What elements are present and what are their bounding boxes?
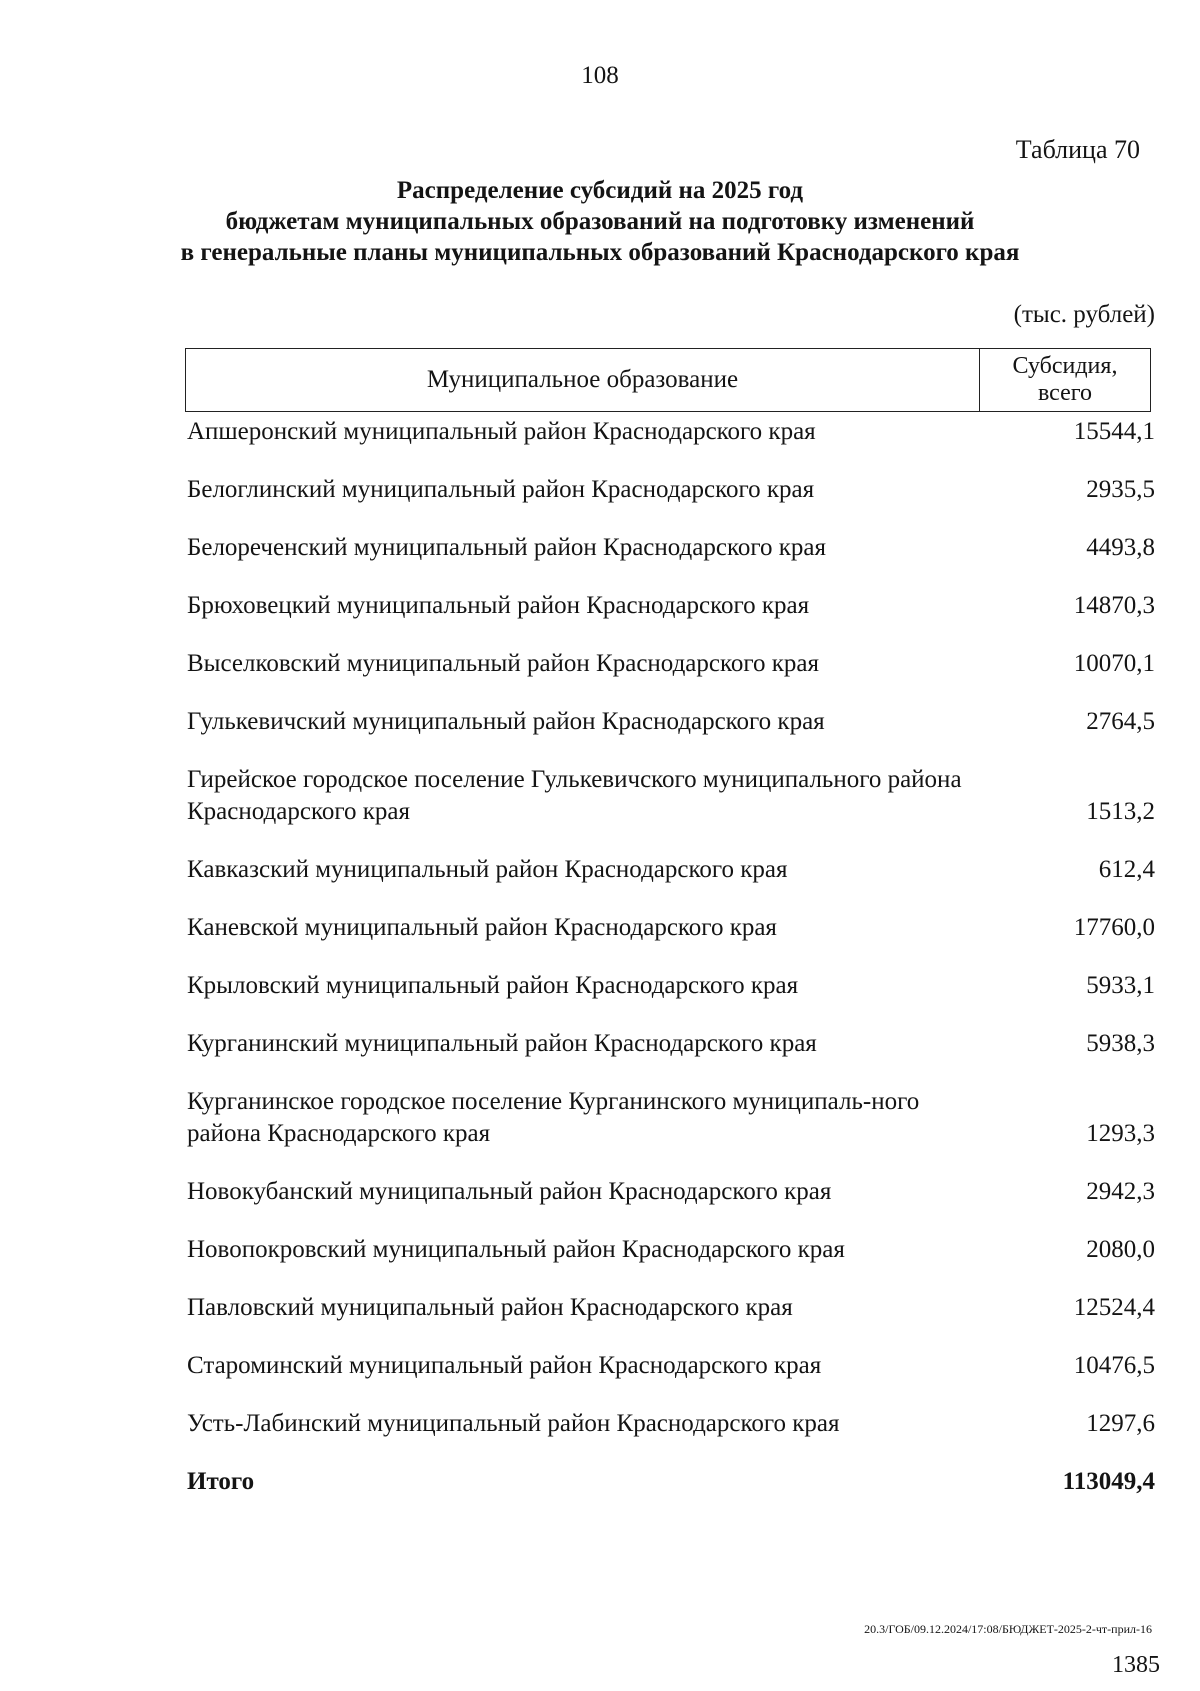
title-line: бюджетам муниципальных образований на подготовку изменений bbox=[225, 208, 975, 235]
row-name: Гулькевичский муниципальный район Краснодарского края bbox=[187, 708, 825, 735]
row-name: Новокубанский муниципальный район Краснодарского края bbox=[187, 1178, 832, 1205]
row-name: Выселковский муниципальный район Краснодарского края bbox=[187, 650, 819, 677]
title-line: в генеральные планы муниципальных образований Краснодарского края bbox=[180, 239, 1020, 266]
table-row bbox=[187, 1350, 1155, 1382]
header-municipality: Муниципальное образование bbox=[186, 349, 980, 411]
row-value: 17760,0 bbox=[1073, 914, 1155, 941]
table-label: Таблица 70 bbox=[1015, 135, 1140, 164]
row-value: 14870,3 bbox=[1073, 592, 1155, 619]
row-value: 2935,5 bbox=[1086, 476, 1155, 503]
row-value: 10070,1 bbox=[1073, 650, 1155, 677]
row-value: 12524,4 bbox=[1073, 1294, 1155, 1321]
row-name: Брюховецкий муниципальный район Краснодарского края bbox=[187, 592, 810, 619]
row-name: Курганинский муниципальный район Краснодарского края bbox=[187, 1030, 817, 1057]
row-name: Белоглинский муниципальный район Краснодарского края bbox=[187, 476, 815, 503]
table-row bbox=[187, 416, 1155, 448]
row-value: 1293,3 bbox=[1086, 1120, 1155, 1147]
header-subsidy bbox=[980, 349, 1150, 411]
table-row bbox=[187, 1292, 1155, 1324]
table-row bbox=[187, 970, 1155, 1002]
row-value: 1513,2 bbox=[1086, 798, 1155, 825]
row-name: Гирейское городское поселение Гулькевичского муниципального района Краснодарского края bbox=[187, 766, 962, 825]
row-value: 612,4 bbox=[1098, 856, 1155, 883]
row-value: 5938,3 bbox=[1086, 1030, 1155, 1057]
row-name: Крыловский муниципальный район Краснодарского края bbox=[187, 972, 799, 999]
units-label: (тыс. рублей) bbox=[1013, 301, 1155, 328]
row-name: Староминский муниципальный район Краснодарского края bbox=[187, 1352, 822, 1379]
row-name: Белореченский муниципальный район Краснодарского края bbox=[187, 534, 826, 561]
title-line: Распределение субсидий на 2025 год bbox=[396, 177, 804, 204]
header-subsidy-line2: всего bbox=[1037, 380, 1093, 406]
row-value: 2764,5 bbox=[1086, 708, 1155, 735]
table-row bbox=[187, 912, 1155, 944]
row-value: 10476,5 bbox=[1073, 1352, 1155, 1379]
table-row bbox=[187, 590, 1155, 622]
total-row bbox=[187, 1466, 1155, 1498]
table-title bbox=[150, 175, 1050, 268]
table-row bbox=[187, 854, 1155, 886]
table-row bbox=[187, 474, 1155, 506]
table-header bbox=[185, 348, 1151, 412]
page-number: 108 bbox=[581, 62, 619, 89]
total-value: 113049,4 bbox=[1062, 1468, 1155, 1495]
table-row bbox=[187, 1408, 1155, 1440]
sheet-number: 1385 bbox=[1112, 1652, 1160, 1678]
row-value: 1297,6 bbox=[1086, 1410, 1155, 1437]
table-row bbox=[187, 532, 1155, 564]
row-name: Каневской муниципальный район Краснодарского края bbox=[187, 914, 777, 941]
row-name: Кавказский муниципальный район Краснодарского края bbox=[187, 856, 788, 883]
document-code: 20.3/ГОБ/09.12.2024/17:08/БЮДЖЕТ-2025-2-чт-прил-16 bbox=[864, 1622, 1152, 1636]
total-label: Итого bbox=[187, 1468, 255, 1495]
header-subsidy-line1: Субсидия, bbox=[1012, 353, 1118, 379]
table-row bbox=[187, 1176, 1155, 1208]
row-name: Апшеронский муниципальный район Краснодарского края bbox=[187, 418, 816, 445]
row-name: Курганинское городское поселение Курганинского муниципаль-ного района Краснодарского края bbox=[187, 1088, 920, 1147]
table-row bbox=[187, 1086, 1155, 1150]
row-name: Новопокровский муниципальный район Краснодарского края bbox=[187, 1236, 845, 1263]
row-name: Усть-Лабинский муниципальный район Краснодарского края bbox=[187, 1410, 840, 1437]
table-row bbox=[187, 764, 1155, 828]
table-row bbox=[187, 706, 1155, 738]
row-value: 15544,1 bbox=[1073, 418, 1155, 445]
row-name: Павловский муниципальный район Краснодарского края bbox=[187, 1294, 793, 1321]
row-value: 4493,8 bbox=[1086, 534, 1155, 561]
row-value: 2080,0 bbox=[1086, 1236, 1155, 1263]
row-value: 2942,3 bbox=[1086, 1178, 1155, 1205]
table-body bbox=[187, 416, 1155, 1524]
row-value: 5933,1 bbox=[1086, 972, 1155, 999]
table-row bbox=[187, 648, 1155, 680]
table-row bbox=[187, 1028, 1155, 1060]
table-row bbox=[187, 1234, 1155, 1266]
